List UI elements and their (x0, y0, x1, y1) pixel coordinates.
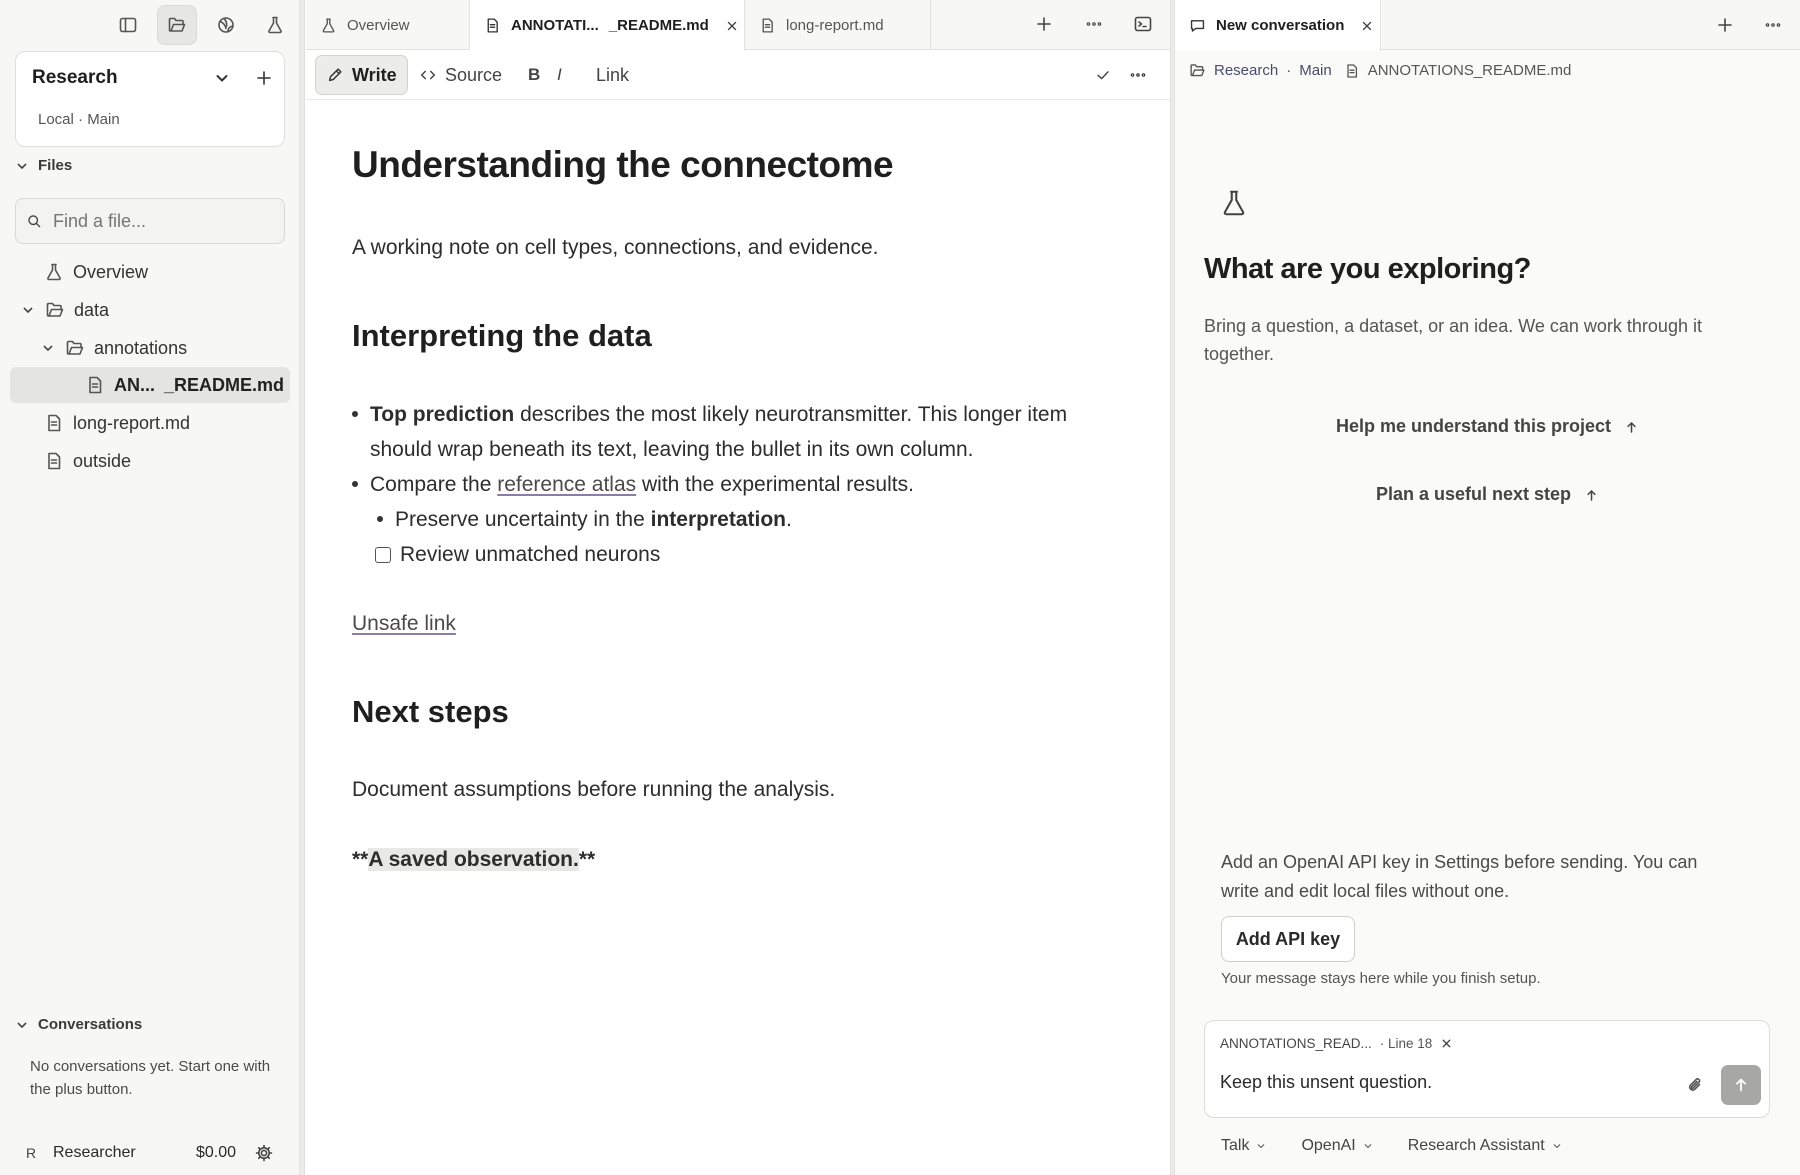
file-icon (484, 17, 501, 34)
terminal-panel-icon (1133, 14, 1153, 34)
tree-item-data-folder[interactable] (20, 292, 109, 328)
bullet-text: Preserve uncertainty in the (395, 508, 651, 531)
message-composer (1204, 1020, 1770, 1118)
search-icon (26, 213, 43, 230)
task-checkbox[interactable] (375, 547, 391, 563)
assistant-label: Research Assistant (1407, 1137, 1545, 1154)
chevron-down-icon (40, 340, 56, 356)
mode-label: Talk (1221, 1137, 1250, 1154)
tab-label: Overview (347, 16, 410, 34)
tree-item-label: data (74, 299, 110, 320)
file-icon (44, 451, 64, 471)
highlighted-text: A saved observation. (368, 848, 579, 871)
new-tab-button[interactable] (1034, 14, 1054, 34)
editor-more-button[interactable] (1118, 55, 1158, 95)
tree-item-outside[interactable] (44, 443, 131, 479)
chat-title: What are you exploring? (1204, 253, 1531, 285)
tree-item-annotations-readme[interactable] (10, 367, 290, 403)
write-mode-button[interactable] (315, 55, 408, 95)
file-icon (44, 413, 64, 433)
chat-description: Bring a question, a dataset, or an idea. We can work through it together. (1204, 316, 1702, 364)
tree-item-label: outside (73, 450, 132, 471)
heading-interpreting: Interpreting the data (352, 318, 652, 353)
saved-check-button[interactable] (1084, 55, 1122, 95)
sidebar-top-icons (108, 5, 295, 45)
files-section-toggle[interactable] (14, 157, 72, 174)
arrow-up-icon (1584, 488, 1599, 503)
raw-marker: ** (578, 848, 596, 871)
usage-cost: $0.00 (196, 1144, 237, 1161)
file-icon (85, 375, 105, 395)
tab-new-conversation[interactable] (1175, 0, 1381, 51)
globe-icon (216, 15, 236, 35)
file-search (15, 198, 285, 244)
chat-tabbar (1175, 0, 1800, 50)
close-icon (725, 19, 739, 33)
lab-view-button[interactable] (255, 5, 295, 45)
breadcrumb-workspace[interactable]: Research (1214, 62, 1279, 79)
plus-icon (1715, 15, 1735, 35)
message-input[interactable] (1220, 1072, 1660, 1102)
task-text: Review unmatched neurons (400, 543, 661, 566)
send-button[interactable] (1721, 1065, 1761, 1105)
conversations-section-toggle[interactable] (14, 1016, 142, 1033)
composer-selectors (1221, 1137, 1563, 1155)
close-icon (1440, 1037, 1453, 1050)
explore-view-button[interactable] (206, 5, 246, 45)
unsafe-link-paragraph (352, 612, 456, 636)
breadcrumb (1189, 62, 1571, 79)
breadcrumb-file[interactable]: ANNOTATIONS_README.md (1367, 62, 1572, 79)
suggestion-understand-project[interactable] (1175, 416, 1800, 437)
bullet-text: describes the most likely neurotransmitter. This longer item (514, 403, 1068, 426)
bold-button[interactable] (518, 55, 550, 95)
workspace-subtitle: Local · Main (38, 111, 120, 128)
pencil-icon (326, 66, 344, 84)
remove-context-button[interactable] (1440, 1037, 1453, 1050)
plus-icon (254, 68, 274, 88)
chevron-down-icon (14, 1017, 30, 1033)
check-icon (1094, 66, 1112, 84)
more-horizontal-icon (1128, 65, 1148, 85)
tab-label-suffix: _README.md (608, 17, 709, 34)
source-mode-label: Source (445, 64, 503, 85)
tree-item-long-report[interactable] (44, 405, 190, 441)
avatar[interactable]: R (25, 1145, 37, 1161)
chat-more-button[interactable] (1763, 15, 1783, 35)
raw-marker: ** (352, 848, 369, 871)
heading-next-steps: Next steps (352, 694, 509, 729)
bold-label: B (528, 65, 541, 84)
new-conversation-button[interactable] (1715, 15, 1735, 35)
flask-icon (265, 15, 285, 35)
files-section-label: Files (38, 157, 73, 174)
sidebar (0, 0, 300, 1175)
breadcrumb-separator: · (1286, 62, 1292, 79)
raw-markdown-line (352, 848, 595, 872)
folder-icon (65, 338, 85, 358)
breadcrumb-branch[interactable]: Main (1299, 62, 1332, 79)
bullet-bold-text: Top prediction (370, 403, 515, 426)
user-name: Researcher (53, 1144, 136, 1161)
italic-label: I (557, 65, 562, 84)
write-mode-label: Write (352, 64, 397, 85)
bullet-text: . (785, 508, 792, 531)
tree-item-annotations-folder[interactable] (40, 330, 187, 366)
mode-selector[interactable] (1221, 1137, 1267, 1155)
settings-button[interactable] (254, 1143, 274, 1163)
close-icon (1360, 19, 1374, 33)
link-label: Link (596, 64, 630, 85)
chevron-down-icon (14, 158, 30, 174)
chevron-down-icon (212, 68, 232, 88)
api-key-setup-message: Add an OpenAI API key in Settings before sending. You can write and edit local files without one. (1221, 852, 1698, 901)
chevron-down-icon (20, 302, 36, 318)
toggle-chat-panel-button[interactable] (1133, 14, 1153, 34)
tab-label: long-report.md (786, 16, 884, 34)
bullet-text: Compare the (370, 473, 498, 496)
tab-more-button[interactable] (1084, 14, 1104, 34)
reference-atlas-link[interactable]: reference atlas (497, 473, 637, 496)
add-api-key-button[interactable]: Add API key (1221, 916, 1355, 962)
tab-long-report[interactable] (745, 0, 931, 50)
suggestion-plan-next-step[interactable] (1175, 484, 1800, 505)
suggestion-label: Plan a useful next step (1375, 484, 1572, 504)
paperclip-icon (1685, 1075, 1705, 1095)
chat-panel (1175, 0, 1800, 1175)
editor-tabbar (306, 0, 1170, 50)
source-mode-button[interactable] (409, 55, 512, 95)
tree-item-label: annotations (94, 337, 188, 358)
chevron-down-icon (1255, 1140, 1267, 1152)
next-steps-paragraph: Document assumptions before running the analysis. (352, 778, 836, 801)
workspace-switcher-button[interactable] (212, 68, 232, 88)
close-tab-button[interactable] (725, 19, 739, 33)
workspace-name[interactable]: Research (32, 67, 118, 88)
chevron-down-icon (1551, 1140, 1563, 1152)
tree-item-label-suffix: _README.md (164, 374, 285, 395)
files-view-button[interactable] (157, 5, 197, 45)
tab-overview[interactable] (306, 0, 470, 50)
suggestion-label: Help me understand this project (1335, 416, 1612, 436)
attach-button[interactable] (1685, 1075, 1705, 1095)
sidebar-panel-icon (118, 15, 138, 35)
task-item (375, 537, 660, 572)
workspace-card (15, 51, 285, 147)
unsafe-link[interactable]: Unsafe link (352, 612, 456, 635)
close-tab-button[interactable] (1360, 19, 1374, 33)
user-row (0, 1134, 300, 1172)
bullet-bold-text: interpretation (650, 508, 786, 531)
list-item (370, 467, 914, 502)
conversations-section-label: Conversations (38, 1016, 143, 1033)
bullet-text-continued: should wrap beneath its text, leaving the bullet in its own column. (370, 438, 974, 461)
conversations-empty-text: No conversations yet. Start one with the plus button. (30, 1058, 271, 1098)
tab-annotations-readme[interactable] (470, 0, 745, 51)
context-line: · Line 18 (1379, 1036, 1433, 1051)
folder-icon (1189, 62, 1206, 79)
flask-icon (1219, 188, 1249, 218)
folder-open-icon (167, 15, 187, 35)
context-chip (1220, 1036, 1453, 1051)
sidebar-resize-handle[interactable] (300, 0, 305, 1175)
provider-label: OpenAI (1301, 1137, 1356, 1154)
editor-toolbar (306, 50, 1170, 100)
bullet-text: with the experimental results. (636, 473, 914, 496)
chevron-down-icon (1362, 1140, 1374, 1152)
more-horizontal-icon (1084, 14, 1104, 34)
file-search-input[interactable] (53, 211, 263, 232)
flask-icon (320, 17, 337, 34)
assistant-selector[interactable] (1408, 1137, 1563, 1155)
arrow-up-icon (1732, 1076, 1750, 1094)
folder-icon (45, 300, 65, 320)
file-icon (759, 17, 776, 34)
plus-icon (1034, 14, 1054, 34)
tab-label: New conversation (1216, 17, 1345, 34)
code-icon (419, 66, 437, 84)
document-title: Understanding the connectome (352, 144, 894, 185)
context-file: ANNOTATIONS_READ... (1220, 1036, 1372, 1051)
list-item-nested (395, 502, 792, 537)
chat-bubble-icon (1189, 17, 1206, 34)
editor-pane (306, 0, 1170, 1175)
document-lead: A working note on cell types, connections, and evidence. (352, 236, 879, 259)
new-workspace-button[interactable] (254, 68, 274, 88)
provider-selector[interactable] (1301, 1137, 1373, 1155)
tree-item-label: AN... (114, 374, 156, 395)
italic-button[interactable] (547, 55, 572, 95)
tree-item-overview[interactable] (44, 254, 148, 290)
toggle-sidebar-button[interactable] (108, 5, 148, 45)
message-stays-note: Your message stays here while you finish setup. (1221, 970, 1541, 987)
link-button[interactable] (586, 55, 639, 95)
more-horizontal-icon (1763, 15, 1783, 35)
file-icon (1344, 63, 1360, 79)
tree-item-label: long-report.md (73, 412, 191, 433)
arrow-up-icon (1624, 420, 1639, 435)
gear-icon (254, 1143, 274, 1163)
flask-icon (44, 262, 64, 282)
list-item (370, 397, 1110, 467)
tab-label: ANNOTATI... (511, 17, 599, 34)
tree-item-label: Overview (73, 261, 149, 282)
